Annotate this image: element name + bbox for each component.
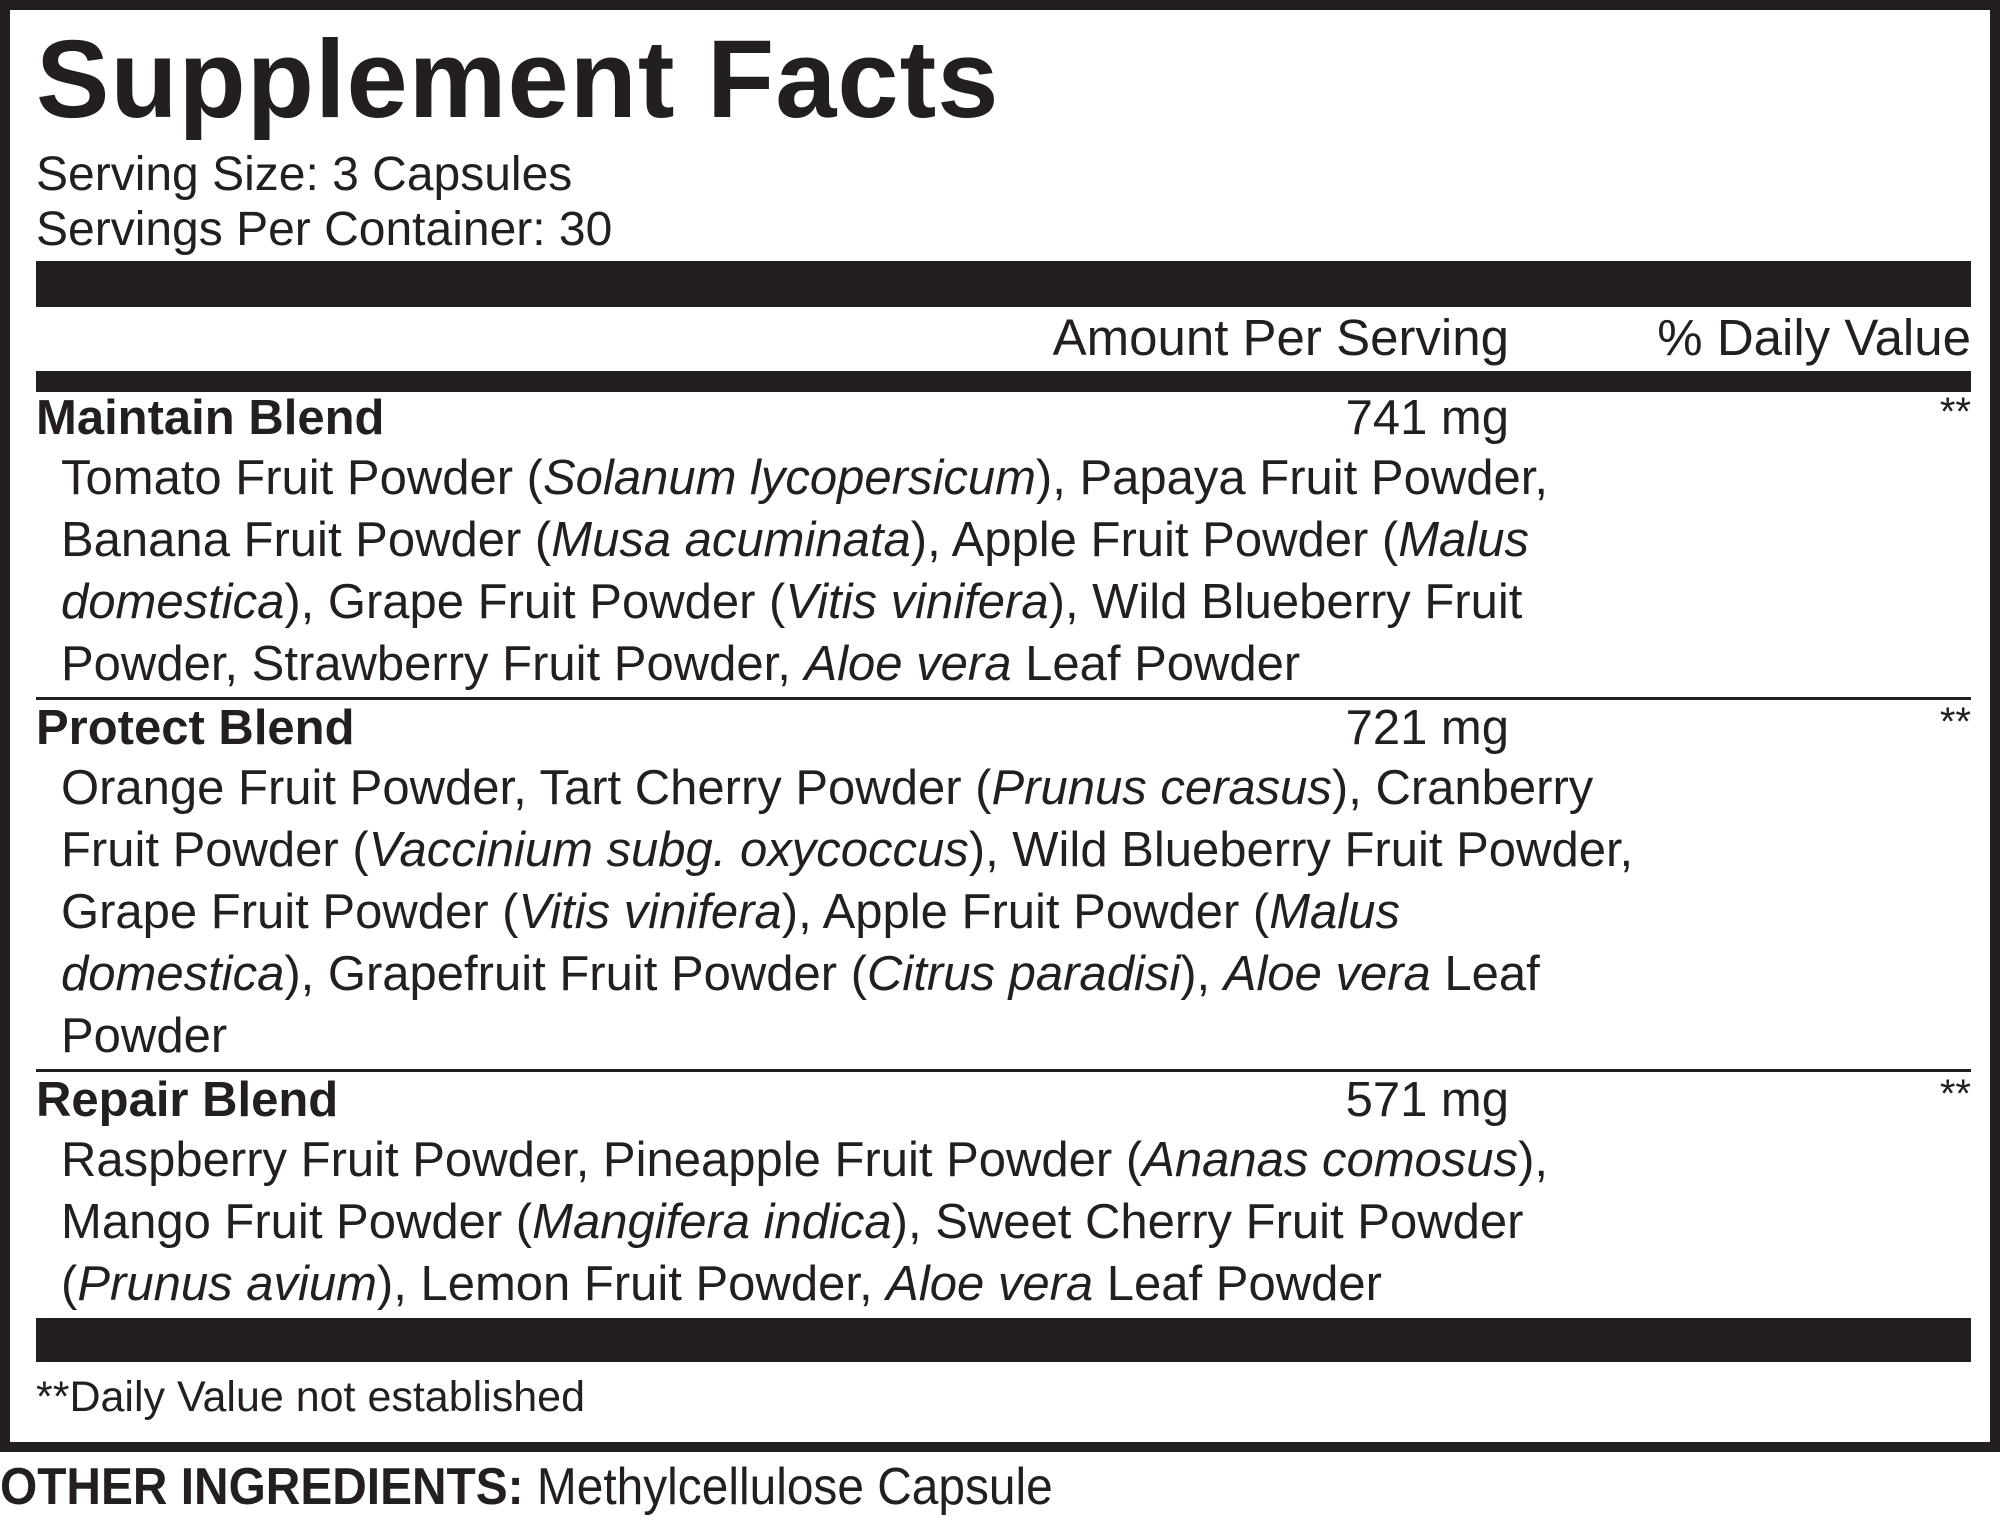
amount-per-serving-header: Amount Per Serving	[1052, 309, 1509, 366]
ingredient-line	[61, 1255, 1382, 1313]
botanical-name: Malus	[1398, 513, 1529, 567]
ingredient-line	[61, 635, 1300, 693]
serving-size: Serving Size: 3 Capsules	[36, 148, 573, 201]
ingredient-text: ), Wild Blueberry Fruit	[1048, 575, 1523, 629]
botanical-name: Vaccinium subg. oxycoccus	[368, 823, 969, 877]
ingredient-text: Powder, Strawberry Fruit Powder,	[61, 637, 805, 691]
other-ingredients-label: OTHER INGREDIENTS:	[0, 1458, 524, 1516]
ingredient-text: ), Papaya Fruit Powder,	[1035, 451, 1548, 505]
ingredient-text: Leaf Powder	[1093, 1257, 1382, 1311]
ingredient-line	[61, 1193, 1523, 1251]
blend-amount: 721 mg	[1345, 701, 1509, 755]
blend-daily-value: **	[1939, 390, 1971, 434]
blend-name: Maintain Blend	[36, 391, 385, 445]
botanical-name: Mangifera indica	[532, 1195, 892, 1249]
panel-title: Supplement Facts	[36, 18, 1000, 141]
ingredient-text: ), Sweet Cherry Fruit Powder	[891, 1195, 1524, 1249]
ingredient-text: Banana Fruit Powder (	[61, 513, 552, 567]
thick-divider	[36, 261, 1971, 307]
botanical-name: Vitis vinifera	[785, 575, 1049, 629]
ingredient-text: ), Grape Fruit Powder (	[284, 575, 786, 629]
ingredient-text: ),	[1518, 1133, 1548, 1187]
blend-amount: 571 mg	[1345, 1073, 1509, 1127]
ingredient-line	[61, 945, 1540, 1003]
ingredient-text: ), Cranberry	[1331, 761, 1594, 815]
ingredient-text: ), Wild Blueberry Fruit Powder,	[968, 823, 1634, 877]
botanical-name: Ananas comosus	[1142, 1133, 1519, 1187]
ingredient-line	[61, 759, 1593, 817]
footnote: **Daily Value not established	[36, 1373, 585, 1421]
botanical-name: Prunus avium	[77, 1257, 377, 1311]
bottom-divider	[36, 1318, 1971, 1362]
blend-name: Repair Blend	[36, 1073, 339, 1127]
blend-daily-value: **	[1939, 700, 1971, 744]
botanical-name: Vitis vinifera	[518, 885, 782, 939]
ingredient-line	[61, 511, 1529, 569]
ingredient-line	[61, 1131, 1548, 1189]
botanical-name: Aloe vera	[886, 1257, 1094, 1311]
ingredient-text: ),	[1180, 947, 1224, 1001]
ingredient-text: Orange Fruit Powder, Tart Cherry Powder (	[61, 761, 992, 815]
servings-per-container: Servings Per Container: 30	[36, 203, 613, 256]
botanical-name: Musa acuminata	[551, 513, 911, 567]
ingredient-text: Mango Fruit Powder (	[61, 1195, 533, 1249]
blend-amount: 741 mg	[1345, 391, 1509, 445]
other-ingredients-value: Methylcellulose Capsule	[536, 1458, 1053, 1516]
ingredient-text: Raspberry Fruit Powder, Pineapple Fruit Powder (	[61, 1133, 1143, 1187]
ingredient-text: (	[61, 1257, 78, 1311]
botanical-name: Aloe vera	[804, 637, 1012, 691]
blend-daily-value: **	[1939, 1072, 1971, 1116]
botanical-name: Solanum lycopersicum	[543, 451, 1036, 505]
ingredient-text: Leaf	[1430, 947, 1540, 1001]
ingredient-text: Fruit Powder (	[61, 823, 369, 877]
botanical-name: Aloe vera	[1223, 947, 1431, 1001]
ingredient-line	[61, 883, 1400, 941]
botanical-name: Malus	[1269, 885, 1400, 939]
ingredient-text: Leaf Powder	[1011, 637, 1301, 691]
ingredient-text: ), Apple Fruit Powder (	[781, 885, 1270, 939]
ingredient-line	[61, 573, 1522, 631]
botanical-name: Citrus paradisi	[867, 947, 1181, 1001]
ingredient-text: ), Grapefruit Fruit Powder (	[284, 947, 868, 1001]
blend-name: Protect Blend	[36, 701, 355, 755]
ingredient-text: Powder	[61, 1009, 228, 1063]
botanical-name: Prunus cerasus	[991, 761, 1332, 815]
botanical-name: domestica	[61, 947, 285, 1001]
ingredient-line	[61, 821, 1633, 879]
ingredient-line	[61, 1007, 227, 1065]
daily-value-header: % Daily Value	[1657, 309, 1971, 366]
ingredient-text: ), Lemon Fruit Powder,	[376, 1257, 887, 1311]
ingredient-text: Tomato Fruit Powder (	[61, 451, 543, 505]
ingredient-line	[61, 449, 1548, 507]
other-ingredients	[0, 1457, 1053, 1517]
botanical-name: domestica	[61, 575, 285, 629]
ingredient-text: ), Apple Fruit Powder (	[910, 513, 1399, 567]
ingredient-text: Grape Fruit Powder (	[61, 885, 519, 939]
